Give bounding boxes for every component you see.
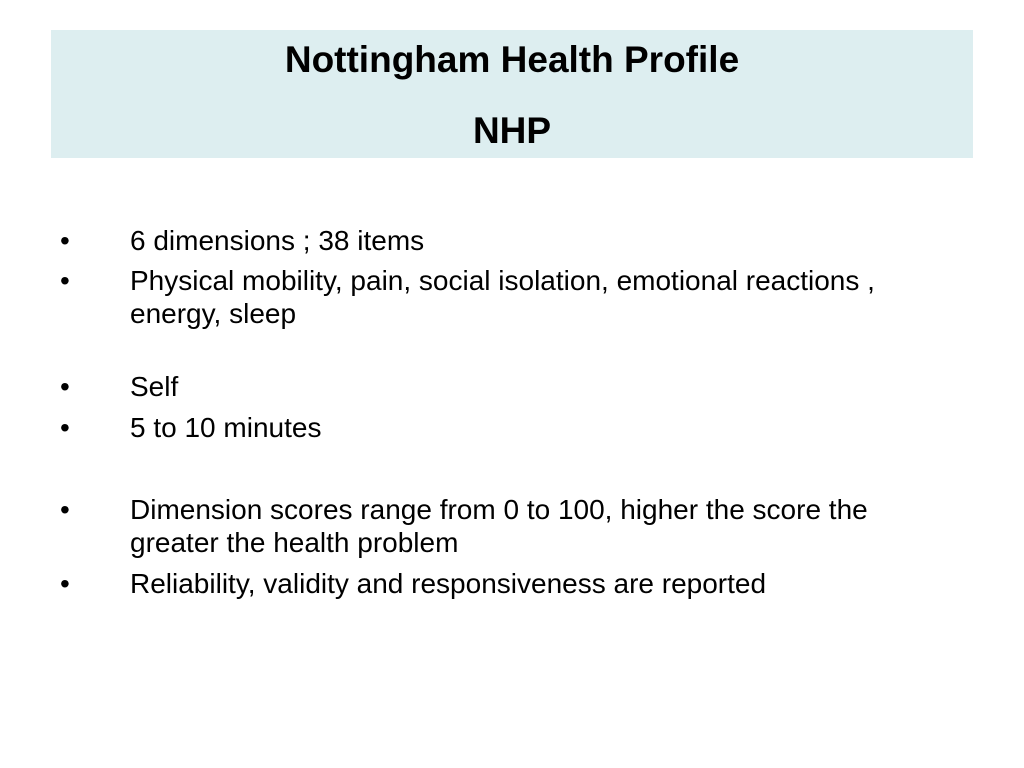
bullet-text: Self: [130, 371, 179, 402]
bullet-icon: •: [60, 568, 70, 599]
bullet-text: Dimension scores range from 0 to 100, higher the score the greater the health problem: [130, 494, 868, 558]
slide-title: Nottingham Health Profile: [284, 39, 740, 80]
bullet-icon: •: [60, 494, 70, 525]
bullet-text: 5 to 10 minutes: [130, 412, 322, 443]
slide-subtitle: NHP: [472, 110, 552, 151]
bullet-text: Physical mobility, pain, social isolation, emotional reactions , energy, sleep: [130, 265, 875, 329]
bullet-text: Reliability, validity and responsiveness are reported: [130, 568, 767, 599]
bullet-icon: •: [60, 412, 70, 443]
bullet-icon: •: [60, 371, 70, 402]
bullet-icon: •: [60, 225, 70, 256]
bullet-text: 6 dimensions ; 38 items: [130, 225, 425, 256]
bullet-icon: •: [60, 265, 70, 296]
